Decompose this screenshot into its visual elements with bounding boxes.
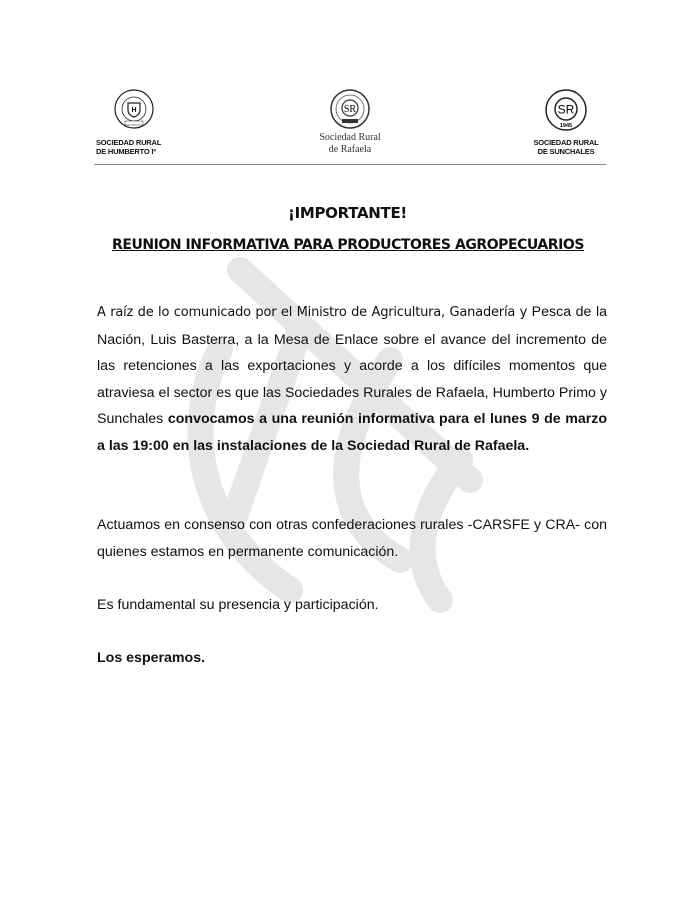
- paragraph-closing: Los esperamos.: [97, 650, 206, 666]
- paragraph-bold-text: convocamos a una reunión informativa para el lunes 9 de marzo a las 19:00 en las instalaciones de la Sociedad Rural de Rafaela.: [97, 411, 608, 454]
- paragraph-consensus: Actuamos en consenso con otras confederaciones rurales -CARSFE y CRA- con quienes estamos en permanente comunicación.: [97, 517, 607, 560]
- seal-rafaela-icon: [329, 88, 371, 130]
- paragraph-main: [97, 299, 607, 459]
- paragraph-presence: Es fundamental su presencia y participación.: [97, 597, 379, 613]
- paragraph-text: Pesca de la Nación, Luis Basterra, a la Mesa de Enlace sobre el avance del incremento de las retenciones a las exportaciones y acorde a los difíciles momentos que atraviesa el sector es que las Sociedades Rurales de Rafaela, Humberto Primo y Sunchales: [97, 304, 607, 427]
- caption-rafaela: [310, 132, 390, 156]
- seal-humberto-icon: [113, 88, 155, 130]
- caption-humberto: [94, 138, 174, 156]
- seal-monogram: SR: [557, 102, 575, 117]
- paragraph-text: A raíz de lo comunicado por el Ministro de Agricultura, Ganadería y: [97, 305, 528, 320]
- svg-text:H: H: [131, 107, 137, 114]
- letterhead: [94, 88, 606, 163]
- caption-line: Sociedad Rural: [319, 132, 381, 143]
- caption-line: SOCIEDAD RURAL: [96, 138, 162, 147]
- caption-sunchales: [526, 138, 606, 156]
- caption-line: DE SUNCHALES: [537, 147, 595, 156]
- seal-sunchales-icon: [544, 88, 588, 132]
- caption-line: SOCIEDAD RURAL: [533, 138, 599, 147]
- header-rule: [94, 164, 606, 165]
- seal-year: 1945: [559, 123, 573, 129]
- caption-line: DE HUMBERTO Iº: [96, 147, 156, 156]
- caption-line: de Rafaela: [328, 144, 372, 155]
- heading-subtitle: REUNION INFORMATIVA PARA PRODUCTORES AGROPECUARIOS: [112, 237, 584, 253]
- logo-humberto: [94, 88, 174, 156]
- logo-sunchales: [526, 88, 606, 156]
- logo-rafaela: [310, 88, 390, 156]
- svg-text:SR: SR: [343, 104, 357, 115]
- heading-important: ¡IMPORTANTE!: [288, 204, 407, 222]
